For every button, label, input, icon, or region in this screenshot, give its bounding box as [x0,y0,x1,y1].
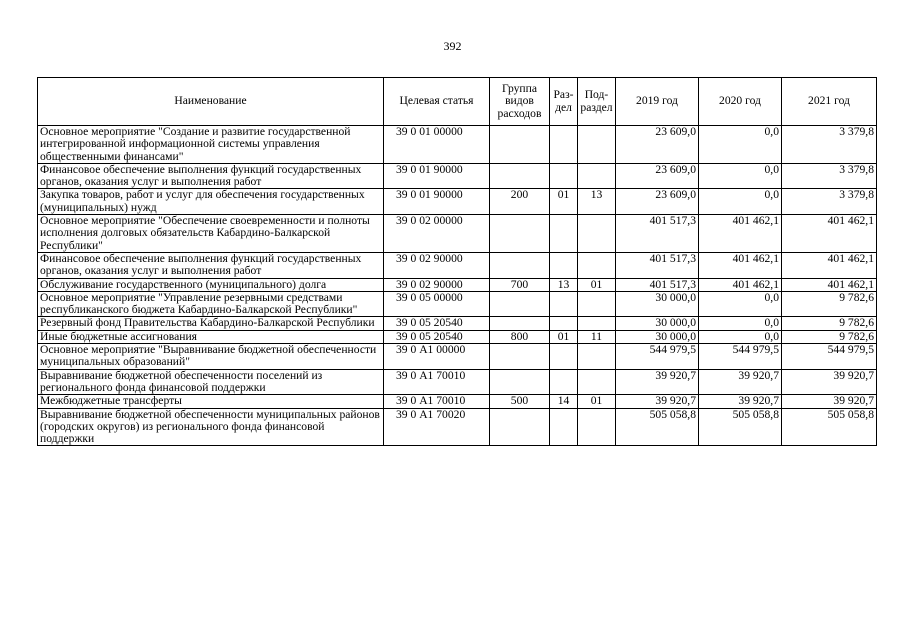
cell-group [490,291,550,317]
header-name: Наименование [38,78,384,126]
cell-target: 39 0 02 00000 [384,215,490,253]
cell-2020: 0,0 [699,163,782,189]
cell-2019: 544 979,5 [616,344,699,370]
cell-2020: 401 462,1 [699,278,782,291]
cell-group [490,317,550,330]
cell-section [550,126,578,164]
cell-subsection: 13 [578,189,616,215]
cell-group: 800 [490,330,550,343]
cell-2020: 0,0 [699,291,782,317]
cell-2020: 39 920,7 [699,369,782,395]
cell-subsection: 01 [578,278,616,291]
header-2020: 2020 год [699,78,782,126]
cell-target: 39 0 05 20540 [384,317,490,330]
cell-target: 39 0 А1 70010 [384,369,490,395]
cell-name: Основное мероприятие "Создание и развитие государственной интегрированной информационной системы управления общественными финансами" [38,126,384,164]
cell-2021: 3 379,8 [782,163,877,189]
cell-2021: 401 462,1 [782,215,877,253]
budget-table [37,77,877,446]
table-row [38,291,877,317]
cell-2019: 30 000,0 [616,317,699,330]
cell-section [550,291,578,317]
cell-2021: 401 462,1 [782,252,877,278]
table-row [38,369,877,395]
cell-2020: 401 462,1 [699,252,782,278]
table-row [38,330,877,343]
cell-group: 200 [490,189,550,215]
table-body [38,126,877,446]
cell-2020: 0,0 [699,330,782,343]
cell-group: 700 [490,278,550,291]
cell-2021: 39 920,7 [782,369,877,395]
cell-name: Обслуживание государственного (муниципального) долга [38,278,384,291]
cell-group: 500 [490,395,550,408]
cell-target: 39 0 05 20540 [384,330,490,343]
cell-2019: 401 517,3 [616,252,699,278]
header-group: Группа видов расходов [490,78,550,126]
cell-section [550,215,578,253]
cell-section [550,369,578,395]
cell-name: Выравнивание бюджетной обеспеченности муниципальных районов (городских округов) из регионального фонда финансовой поддержки [38,408,384,446]
table-row [38,278,877,291]
table-row [38,126,877,164]
cell-name: Основное мероприятие "Обеспечение своевременности и полноты исполнения долговых обязательств Кабардино-Балкарской Республики" [38,215,384,253]
cell-group [490,408,550,446]
cell-2021: 505 058,8 [782,408,877,446]
cell-subsection [578,344,616,370]
cell-section: 01 [550,330,578,343]
cell-2019: 505 058,8 [616,408,699,446]
cell-target: 39 0 01 00000 [384,126,490,164]
table-row [38,189,877,215]
cell-name: Основное мероприятие "Управление резервными средствами республиканского бюджета Кабардино-Балкарской Республики" [38,291,384,317]
cell-2019: 401 517,3 [616,278,699,291]
cell-2020: 0,0 [699,126,782,164]
cell-2020: 401 462,1 [699,215,782,253]
header-2021: 2021 год [782,78,877,126]
cell-2021: 3 379,8 [782,126,877,164]
table-header-row [38,78,877,126]
header-subsection: Под-раздел [578,78,616,126]
cell-target: 39 0 02 90000 [384,278,490,291]
cell-target: 39 0 А1 00000 [384,344,490,370]
table-row [38,317,877,330]
cell-name: Основное мероприятие "Выравнивание бюджетной обеспеченности муниципальных образований" [38,344,384,370]
cell-group [490,215,550,253]
header-section: Раз-дел [550,78,578,126]
cell-2019: 401 517,3 [616,215,699,253]
table-row [38,408,877,446]
cell-group [490,126,550,164]
cell-subsection [578,369,616,395]
cell-target: 39 0 А1 70020 [384,408,490,446]
cell-subsection: 11 [578,330,616,343]
cell-2019: 23 609,0 [616,126,699,164]
cell-2021: 401 462,1 [782,278,877,291]
cell-target: 39 0 А1 70010 [384,395,490,408]
cell-group [490,344,550,370]
cell-section [550,163,578,189]
cell-2021: 9 782,6 [782,291,877,317]
cell-2020: 544 979,5 [699,344,782,370]
cell-section: 14 [550,395,578,408]
table-row [38,395,877,408]
cell-name: Финансовое обеспечение выполнения функций государственных органов, оказания услуг и выполнения работ [38,163,384,189]
cell-2021: 39 920,7 [782,395,877,408]
cell-2021: 3 379,8 [782,189,877,215]
cell-group [490,369,550,395]
cell-section [550,408,578,446]
cell-2020: 39 920,7 [699,395,782,408]
cell-2020: 505 058,8 [699,408,782,446]
header-2019: 2019 год [616,78,699,126]
cell-2020: 0,0 [699,189,782,215]
cell-2020: 0,0 [699,317,782,330]
table-row [38,215,877,253]
cell-target: 39 0 01 90000 [384,163,490,189]
cell-2021: 9 782,6 [782,317,877,330]
cell-section [550,344,578,370]
cell-section: 01 [550,189,578,215]
cell-group [490,163,550,189]
cell-subsection [578,126,616,164]
cell-target: 39 0 02 90000 [384,252,490,278]
cell-section [550,252,578,278]
cell-section [550,317,578,330]
table-row [38,163,877,189]
cell-subsection [578,215,616,253]
cell-name: Выравнивание бюджетной обеспеченности поселений из регионального фонда финансовой поддержки [38,369,384,395]
cell-target: 39 0 01 90000 [384,189,490,215]
cell-name: Финансовое обеспечение выполнения функций государственных органов, оказания услуг и выполнения работ [38,252,384,278]
cell-name: Закупка товаров, работ и услуг для обеспечения государственных (муниципальных) нужд [38,189,384,215]
table-row [38,344,877,370]
header-target: Целевая статья [384,78,490,126]
cell-2019: 30 000,0 [616,291,699,317]
cell-name: Иные бюджетные ассигнования [38,330,384,343]
cell-2019: 23 609,0 [616,189,699,215]
cell-subsection [578,317,616,330]
page-number: 392 [443,39,462,53]
cell-name: Резервный фонд Правительства Кабардино-Балкарской Республики [38,317,384,330]
cell-subsection: 01 [578,395,616,408]
cell-2019: 30 000,0 [616,330,699,343]
cell-name: Межбюджетные трансферты [38,395,384,408]
table-row [38,252,877,278]
cell-2019: 39 920,7 [616,369,699,395]
cell-2021: 544 979,5 [782,344,877,370]
cell-group [490,252,550,278]
cell-2019: 23 609,0 [616,163,699,189]
cell-subsection [578,252,616,278]
cell-subsection [578,291,616,317]
cell-target: 39 0 05 00000 [384,291,490,317]
cell-subsection [578,163,616,189]
cell-2019: 39 920,7 [616,395,699,408]
cell-2021: 9 782,6 [782,330,877,343]
cell-section: 13 [550,278,578,291]
cell-subsection [578,408,616,446]
